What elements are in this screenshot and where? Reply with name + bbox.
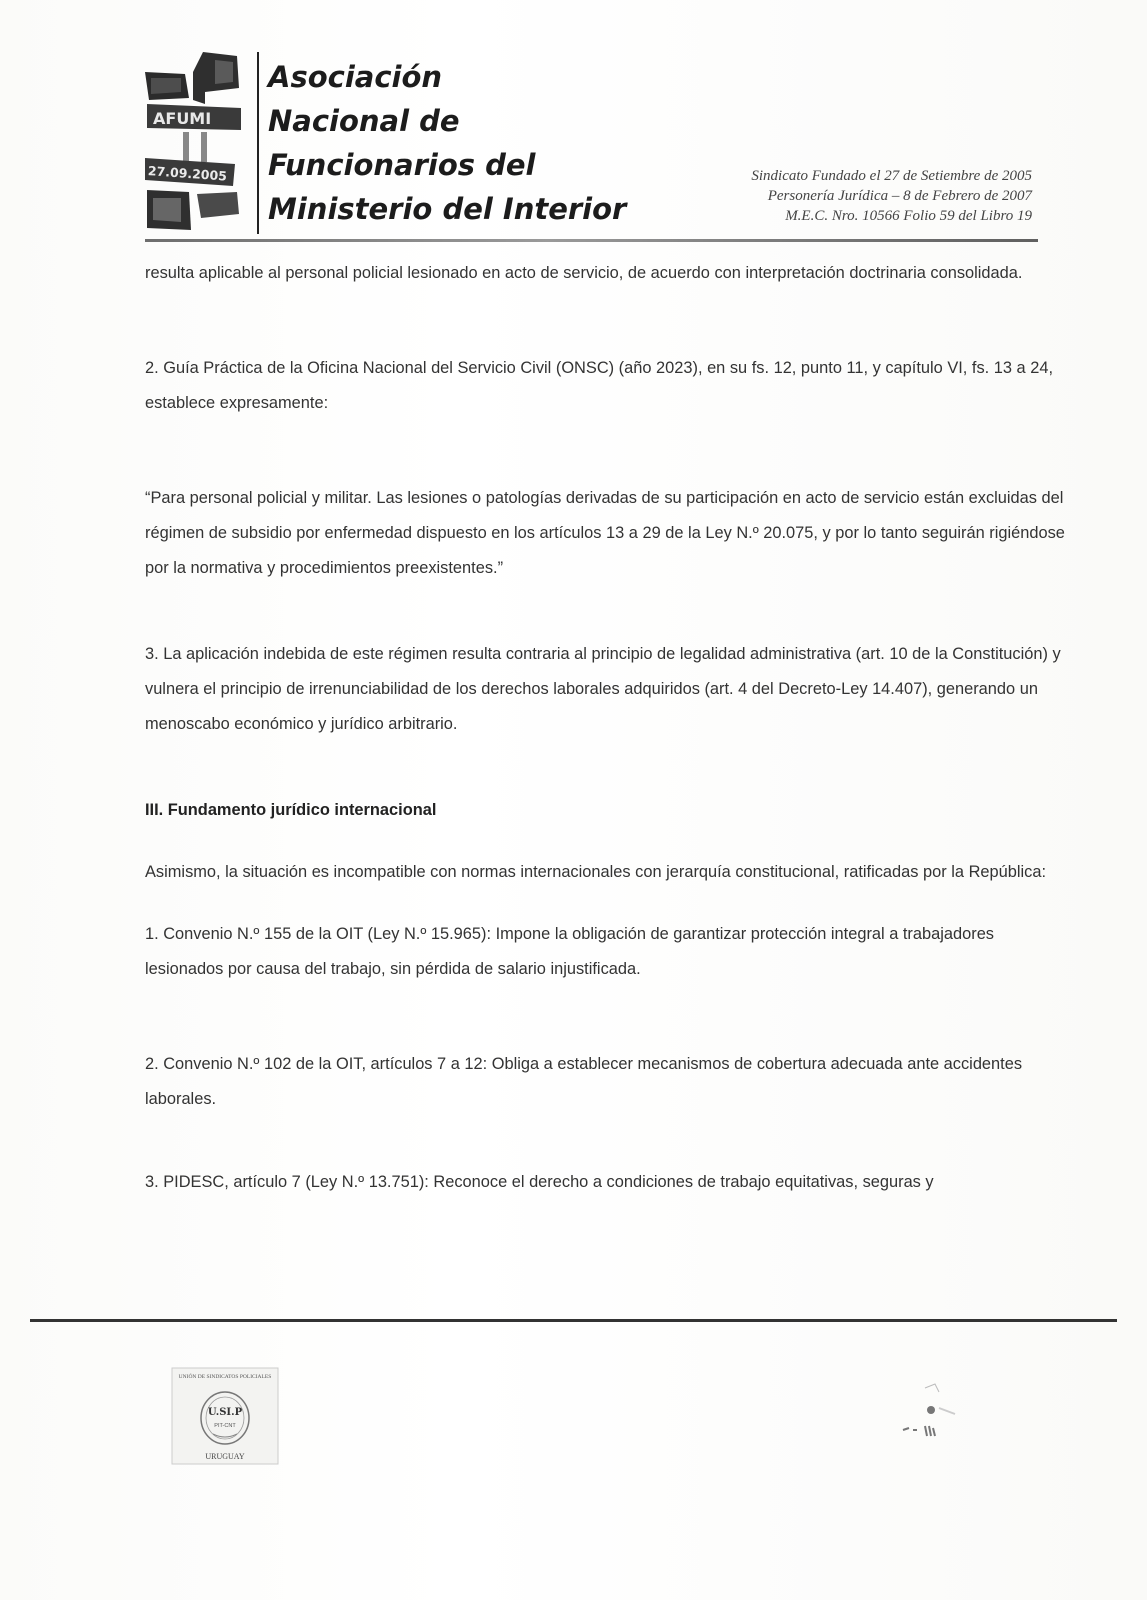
paragraph-quote: “Para personal policial y militar. Las lesiones o patologías derivadas de su participación en acto de servicio están excluidas del régimen de subsidio por enfermedad dispuesto en los artículos 13 a 29 de la Ley N.º 20.075, y por lo tanto seguirán rigiéndose por la normativa y procedimientos preexistentes.” bbox=[145, 489, 1065, 577]
registry-info bbox=[751, 166, 1032, 226]
document-body bbox=[145, 256, 1070, 1200]
afumi-logo bbox=[145, 52, 245, 232]
footer-rule bbox=[30, 1319, 1117, 1322]
seal-bottom-text: URUGUAY bbox=[205, 1452, 245, 1461]
paragraph-legality: 3. La aplicación indebida de este régimen resulta contraria al principio de legalidad administrativa (art. 10 de la Constitución) y vulnera el principio de irrenunciabilidad de los derechos laborales adquiridos (art. 4 del Decreto-Ley 14.407), generando un menoscabo económico y jurídico arbitrario. bbox=[145, 645, 1061, 733]
faint-stamp bbox=[895, 1380, 975, 1450]
header-rule bbox=[145, 239, 1038, 242]
section-title: III. Fundamento jurídico internacional bbox=[145, 801, 437, 819]
paragraph-convenio-155: 1. Convenio N.º 155 de la OIT (Ley N.º 15.965): Impone la obligación de garantizar protección integral a trabajadores lesionados por causa del trabajo, sin pérdida de salario injustificada. bbox=[145, 925, 994, 978]
usip-seal bbox=[170, 1366, 280, 1466]
paragraph-convenio-102: 2. Convenio N.º 102 de la OIT, artículos 7 a 12: Obliga a establecer mecanismos de cobertura adecuada ante accidentes laborales. bbox=[145, 1055, 1023, 1108]
org-name-line-3: Funcionarios del bbox=[268, 148, 536, 182]
paragraph-pidesc: 3. PIDESC, artículo 7 (Ley N.º 13.751): Reconoce el derecho a condiciones de trabajo equitativas, seguras y bbox=[145, 1173, 934, 1191]
org-name-line-2: Nacional de bbox=[268, 104, 460, 138]
seal-center-text: U.SI.P bbox=[207, 1407, 243, 1418]
org-name-line-4: Ministerio del Interior bbox=[268, 192, 627, 226]
registry-line-mec: M.E.C. Nro. 10566 Folio 59 del Libro 19 bbox=[785, 208, 1032, 224]
paragraph-continuation: resulta aplicable al personal policial lesionado en acto de servicio, de acuerdo con interpretación doctrinaria consolidada. bbox=[145, 264, 1023, 282]
logo-date-text: 27.09.2005 bbox=[147, 163, 228, 184]
organization-name bbox=[268, 55, 628, 231]
header-vertical-divider bbox=[257, 52, 259, 234]
org-name-line-1: Asociación bbox=[268, 60, 443, 94]
seal-sub-text: PIT-CNT bbox=[214, 1423, 236, 1429]
paragraph-intro-international: Asimismo, la situación es incompatible con normas internacionales con jerarquía constitucional, ratificadas por la República: bbox=[145, 863, 1047, 881]
registry-line-legal: Personería Jurídica – 8 de Febrero de 2007 bbox=[767, 188, 1032, 204]
registry-line-founded: Sindicato Fundado el 27 de Setiembre de 2005 bbox=[751, 168, 1032, 184]
logo-band-text: AFUMI bbox=[153, 109, 212, 128]
seal-top-text: UNIÓN DE SINDICATOS POLICIALES bbox=[178, 1374, 272, 1380]
paragraph-onsc-guide: 2. Guía Práctica de la Oficina Nacional del Servicio Civil (ONSC) (año 2023), en su fs. 12, punto 11, y capítulo VI, fs. 13 a 24, establece expresamente: bbox=[145, 359, 1054, 412]
